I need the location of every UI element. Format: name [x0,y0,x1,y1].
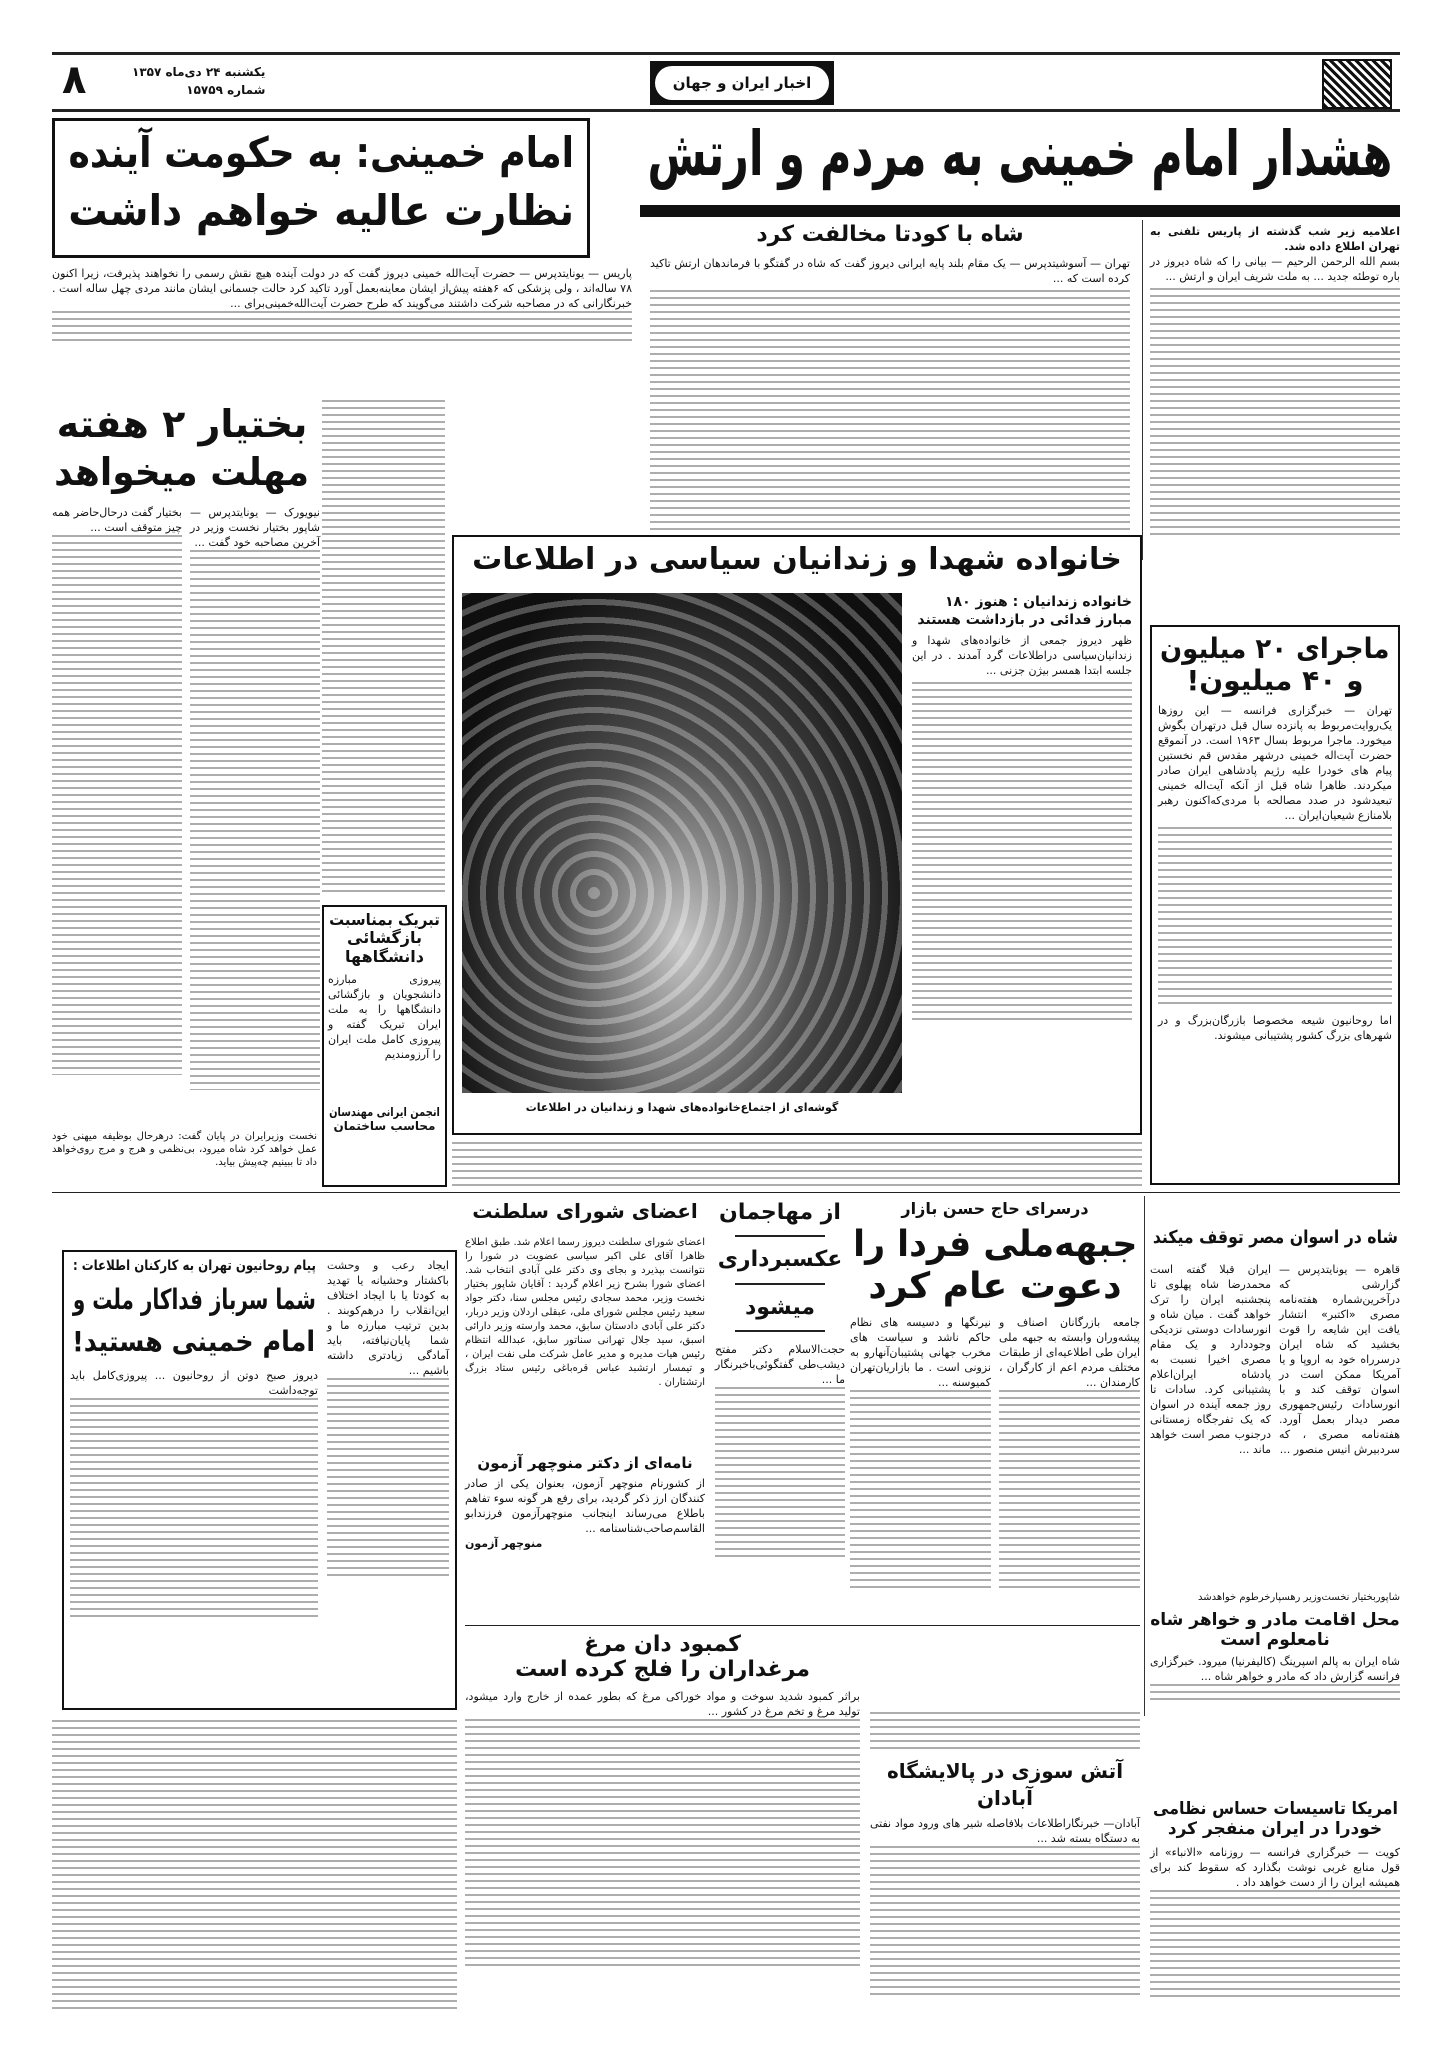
chicken-feed-story [465,1632,860,1969]
fire-headline-1: آتش سوزی در پالایشگاه [886,1759,1124,1783]
chicken-body: براثر کمبود شدید سوخت و مواد خوراکی مرغ که بطور عمده از خارج وارد میشود، تولید مرغ و تخم مرغ در کشور ... [465,1689,860,1718]
oversight-headline-1: امام خمینی: به حکومت آینده [68,128,574,177]
mother-headline-1: محل اقامت مادر و خواهر شاه [1150,1610,1400,1630]
usa-body-text [1150,1890,1400,2000]
aswan-body-1: قاهره — یونایتدپرس — گزارشی که درآخرین‌شماره هفته‌نامه مصری «اکتبر» انتشار یافت این شایعه را قوت بخشید که شاه ایران درسرراه خود به اروپا و یا آمریکا ممکن است در اسوان توقف کند و با انورسادات رئیس‌جمهوری مصر دیدار بعمل آورد. هفته‌نامه مصری ، که سردبیرش انیس منصور ... [1279,1263,1400,1456]
lead-body-text [1150,288,1400,538]
families-headline: خانواده شهدا و زندانیان سیاسی در اطلاعات [472,542,1122,577]
mother-body: شاه ایران به پالم اسپرینگ (کالیفرنیا) میرود. خبرگزاری فرانسه گزارش داد که مادر و خواهر شاه ... [1150,1655,1400,1684]
front-column-1 [999,1315,1140,1590]
usa-headline-1: امریکا تاسیسات حساس نظامی [1152,1799,1398,1819]
council-headline: اعضای شورای سلطنت [472,1199,698,1223]
families-text [912,593,1132,1022]
bakhtiar-body-text [52,535,182,1075]
mother-headline-2: نامعلوم است [1220,1629,1330,1650]
lead-article-body [1150,224,1400,538]
coup-article [650,256,1130,530]
congrats-signature-1: انجمن ایرانی مهندسان [329,1105,440,1120]
fire-headline-2: آبادان [976,1786,1034,1810]
chicken-headline-1: کمبود دان مرغ [584,1632,741,1657]
chicken-body-text [465,1719,860,1969]
mother-body-text [1150,1684,1400,1704]
millions-body: تهران — خبرگزاری فرانسه — این روزها یک‌روایت‌مربوط به پانزده سال قبل درتهران بگوش میخورد. ماجرا مربوط بسال ۱۹۶۳ است. در آنموقع حضرت آیت‌اله خمینی درشهر مقدس قم نخستین پیام های خودرا علیه رژیم پادشاهی ایران صادر میکردند. ظاهرا شاه قبل از آنکه آیت‌اله خمینی تبعیدشود در صدد مصالحه با مردی‌که‌اکنون رهبر بلامنازع شیعیان‌ایران ... [1158,704,1392,823]
congrats-headline-2: بازگشائی [347,928,423,948]
front-headline-1: جبهه‌ملی فردا را [852,1224,1138,1266]
oversight-column [322,400,445,895]
congrats-headline-1: تبریک بمناسبت [329,910,440,929]
issue-date: یکشنبه ۲۴ دی‌ماه ۱۳۵۷ [132,65,266,79]
front-column-2 [850,1315,991,1590]
clergy-continued [52,1720,457,2010]
congrats-body: پیروزی مبارزه دانشجویان و بازگشائی دانشگاهها را به ملت ایران تبریک گفته و پیروزی کامل ملت ایران را آرزومندیم [328,973,441,1062]
aswan-closing: شاپوربختیار نخست‌وزیر رهسپارخرطوم خواهدشد [1197,1592,1400,1603]
column-divider [1142,220,1143,560]
oversight-article [52,266,632,346]
usa-body: کویت — خبرگزاری فرانسه — روزنامه «الانباء» از قول منابع غربی نوشت بگذارد که سقوط کند برای همیشه ایران را از دست خواهد داد . [1150,1846,1400,1890]
attackers-line-3: میشود [744,1294,816,1320]
section-divider [52,1192,1400,1193]
bakhtiar-headline-2: مهلت میخواهد [54,450,310,494]
lead-headline: هشدار امام خمینی به مردم و ارتش [647,117,1393,190]
page-number: ۸ [62,57,87,103]
congrats-signature-2: محاسب ساختمان [333,1118,436,1133]
newspaper-logo [1322,59,1392,109]
national-front-story [850,1200,1140,1590]
families-body: ظهر دیروز جمعی از خانواده‌های شهدا و زندانیان‌سیاسی دراطلاعات گرد آمدند . در این جلسه ابتدا همسر بیژن جزنی ... [912,634,1132,677]
usa-installations-story [1150,1800,1400,2000]
masthead [52,52,1400,112]
mother-story [1150,1611,1400,1704]
issue-date-block [132,63,265,99]
coup-headline: شاه با کودتا مخالفت کرد [756,222,1024,247]
coup-body: تهران — آسوشیتدپرس — یک مقام بلند پایه ایرانی دیروز گفت که شاه در گفتگو با فرماندهان ارتش تاکید کرده است که ... [650,257,1130,285]
millions-headline-1: ماجرای ۲۰ میلیون [1160,632,1390,665]
bakhtiar-column-2 [52,505,182,1075]
families-subhead: خانواده زندانیان : هنوز ۱۸۰ مبارز فدائی در بازداشت هستند [917,594,1132,628]
millions-story [1150,625,1400,1185]
oversight-headline-2: نظارت عالیه خواهم داشت [68,186,574,236]
families-photo-caption: گوشه‌ای از اجتماع‌خانواده‌های شهدا و زندانیان در اطلاعات [525,1101,839,1114]
headline-rule [640,205,1400,217]
oversight-body-text [52,311,632,346]
council-body: اعضای شورای سلطنت دیروز رسما اعلام شد. طبق اطلاع ظاهرا آقای علی اکبر سیاسی عضویت در شورا را نتوانست بپذیرد و بجای وی دکتر علی آبادی انتخاب شد. اعضای شورا بشرح زیر اعلام گردید : آقایان شاپور بختیار نخست وزیر، محمد سجادی رئیس مجلس سنا، دکتر جواد سعید رئیس مجلس شورای ملی، عبقلی اردلان وزیر دربار، دکتر علی آبادی دادستان سابق، محمد وارسته وزیر دارائی اسبق، سید جلال تهرانی سناتور سابق، عبدالله انتظام رئیس هیات مدیره و مدیر عامل شرکت ملی نفت ایران ، و تیمسار ارتشبد عباس قره‌باغی رئیس ستاد بزرگ ارتشتاران . [465,1237,705,1388]
lead-intro: اعلامیه زیر شب گذشته از پاریس تلفنی به تهران اطلاع داده شد. [1150,225,1400,253]
azmoon-signature: منوچهر آزمون [465,1537,543,1551]
usa-headline-2: خودرا در ایران منفجر کرد [1167,1818,1383,1839]
clergy-message-story [62,1250,457,1710]
attackers-body: حجت‌الاسلام دکتر مفتح دیشب‌طی گفتگوئی‌باخبرنگار ما ... [715,1342,845,1386]
clergy-body-2: ایجاد رعب و وحشت باکشتار وحشیانه یا تهدید به کودتا یا با ایجاد اختلاف این‌انقلاب را درهم‌کوبند . بدین ترتیب مبارزه ما و شما پایان‌نیافته، باید آمادگی زیادتری داشته باشیم ... [327,1259,449,1377]
front-body-1: جامعه بازرگانان اصناف و پیشه‌وران وابسته به جبهه ملی ایران طی اطلاعیه‌ای از طبقات مختلف مردم اعم از کارگران ، کارمندان ... [999,1316,1140,1390]
families-story [452,535,1142,1135]
families-body-text [912,682,1132,1022]
azmoon-letter [465,1455,705,1551]
congrats-notice [322,905,447,1187]
clergy-body-text [70,1398,318,1618]
fire-body-text [870,1846,1140,1996]
bakhtiar-headline-1: بختیار ۲ هفته [56,402,308,446]
millions-closing: اما روحانیون شیعه مخصوصا بازرگان‌بزرگ‌ و در شهرهای بزرگ کشور پشتیبانی میشوند. [1158,1014,1392,1043]
lead-body: بسم الله الرحمن الرحیم — بیانی را که شاه دیروز در باره توطئه جدید ... به ملت شریف ایران و ارتش ... [1150,255,1400,283]
section-title-box [650,61,834,105]
clergy-headline-2: امام خمینی هستید! [72,1325,316,1359]
attackers-body-text [715,1387,845,1557]
bakhtiar-body-1: نیویورک — یونایتدپرس — شاپور بختیار نخست وزیر در آخرین مصاحبه خود گفت ... [190,506,320,549]
clergy-column [327,1258,449,1578]
front-headline-2: دعوت عام کرد [868,1265,1122,1307]
front-body-2: نیرنگها و دسیسه های نظام حاکم ناشد و سیاست های مخرب جهانی پشتیبان‌آنهارو به نزونی است . ما بازاریان‌تهران کمیوسنه ... [850,1316,991,1390]
families-photo [462,593,902,1093]
fire-body: آبادان— خبرنگاراطلاعات بلافاصله شیر های ورود مواد نفتی به دستگاه بسته شد ... [870,1817,1140,1845]
aswan-article [1150,1262,1400,1457]
bakhtiar-headline [52,400,312,496]
section-divider [465,1625,1140,1626]
families-continued [452,1142,1142,1187]
congrats-headline-3: دانشگاهها [345,946,424,966]
front-kicker: درسرای حاج حسن بازار [901,1199,1089,1218]
bakhtiar-body-2: بختیار گفت درحال‌حاضر همه چیز متوقف است ... [52,506,182,534]
abadan-fire-story [870,1760,1140,1996]
attackers-line-2: عکسبرداری [717,1247,843,1273]
aswan-body-2: ایران قبلا گفته است محمدرضا شاه پهلوی تا پنجشنبه ایران را ترک خواهد گفت . میان شاه و انورسادات دوستی نزدیکی وجوددارد و یک مقام مصری اخیرا نسبت به پادشاه ایران‌اعلام پشتیبانی کرد. سادات تا روز جمعه آینده در اسوان که یک تفرجگاه زمستانی درجنوب مصر است خواهد ماند ... [1150,1263,1271,1456]
azmoon-headline: نامه‌ای از دکتر منوچهر آزمون [477,1454,693,1472]
bakhtiar-closing: نخست وزیرایران در پایان گفت: درهرحال بوظیفه میهنی خود عمل خواهد کرد شاه میرود، بی‌نظمی و هرج و مرج روی‌خواهد داد تا ببینیم چه‌پیش بیاید. [52,1131,317,1168]
clergy-body-1: دیروز صبح دوتن از روحانیون ... پیروزی‌کامل باید توجه‌داشت [70,1369,318,1398]
attackers-headline [715,1200,845,1557]
coup-body-text [650,290,1130,530]
bakhtiar-column-1 [190,505,320,1090]
oversight-headline-box [52,118,590,258]
section-title: اخبار ایران و جهان [655,66,829,100]
aswan-mother-block [1150,1590,1400,1704]
column-divider [1144,1196,1145,1716]
front-continued [870,1712,1140,1752]
azmoon-body: از کشورنام منوچهر آزمون، بعنوان یکی از صادر کنندگان ارز ذکر گردید، برای رفع هر گونه سوء تفاهم باطلاع می‌رساند اینجانب منوچهرآزمون فرزندابو القاسم‌صاحب‌شناسنامه ... [465,1477,705,1536]
clergy-kicker: پیام روحانیون تهران به کارکنان اطلاعات : [72,1258,316,1274]
attackers-line-1: از مهاجمان [719,1200,841,1225]
millions-body-text [1158,827,1392,1007]
millions-headline-2: و ۴۰ میلیون! [1186,664,1364,698]
chicken-headline-2: مرغداران را فلج کرده است [515,1657,810,1683]
bakhtiar-body-text [190,550,320,1090]
issue-number: شماره ۱۵۷۵۹ [186,83,266,97]
clergy-headline-1: شما سرباز فداکار ملت و [72,1283,316,1317]
oversight-body: پاریس — یونایتدپرس — حضرت آیت‌الله خمینی دیروز گفت که در دولت آینده هیچ نقش رسمی را نخواهند پذیرفت، زیرا اکنون ۷۸ ساله‌اند ، ولی پزشکی که ۶هفته پیش‌از ایشان معاینه‌بعمل آورد تاکید کرد حالت جسمانی ایشان مانند مردی چهل ساله است . خبرنگارانی که در مصاحبه شرکت داشتند می‌گویند که طرح حضرت آیت‌الله‌خمینی‌برای ... [52,267,632,310]
aswan-headline: شاه در اسوان مصر توقف میکند [1152,1227,1398,1248]
